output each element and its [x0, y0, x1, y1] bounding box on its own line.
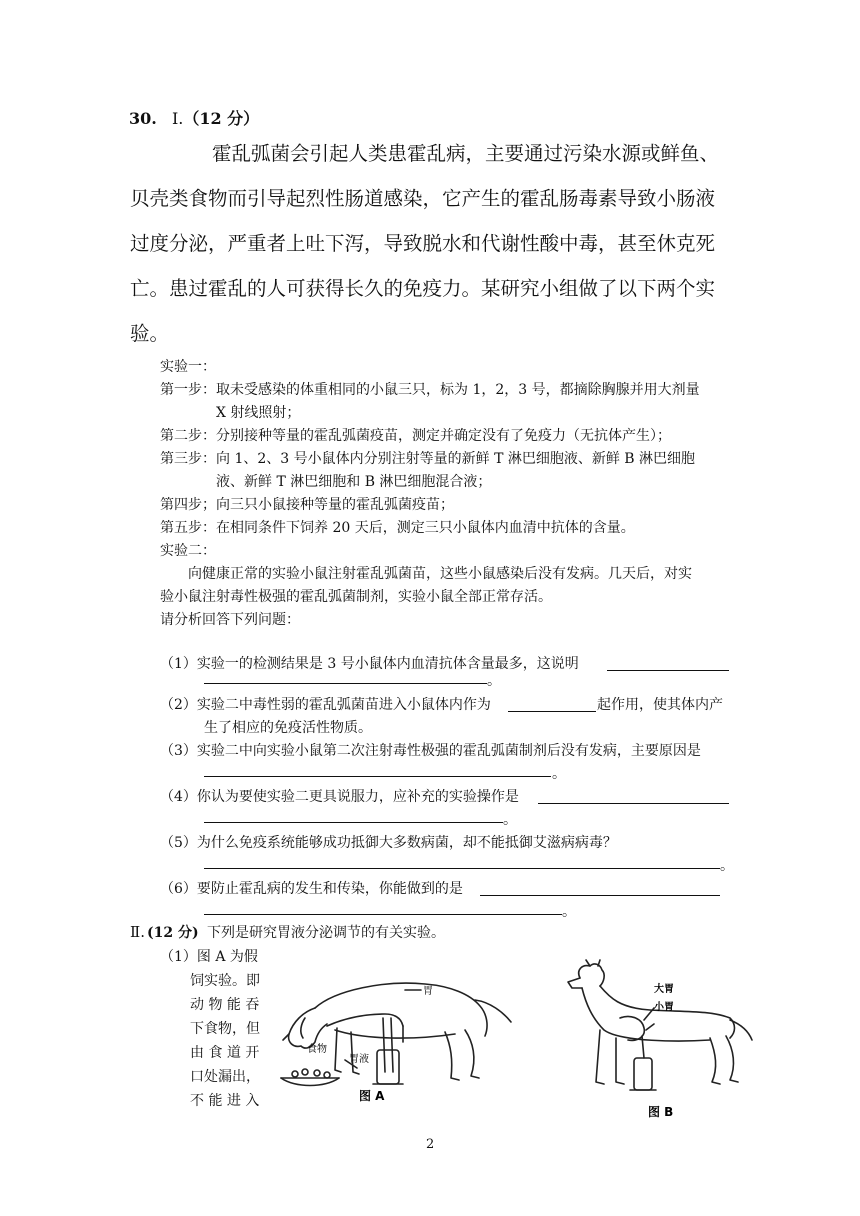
intro-line-2: 贝壳类食物而引导起烈性肠道感染，它产生的霍乱肠毒素导致小肠液 — [130, 187, 716, 210]
intro-line-3: 过度分泌，严重者上吐下泻，导致脱水和代谢性酸中毒，甚至休克死 — [130, 232, 716, 255]
experiment1-title: 实验一： — [160, 359, 216, 375]
question-header — [129, 106, 259, 129]
q2-text: （2）实验二中毒性弱的霍乱弧菌苗进入小鼠体内作为 — [160, 697, 491, 713]
figure-b-caption: 图 B — [648, 1105, 674, 1119]
q1-text: （1）实验一的检测结果是 3 号小鼠体内血清抗体含量最多，这说明 — [160, 656, 579, 672]
q6-answer-line-2[interactable] — [204, 914, 562, 915]
q4-answer-line-1[interactable] — [538, 803, 729, 804]
part2-sub1-line-3: 动 物 能 吞 — [190, 997, 260, 1013]
q5-text: （5）为什么免疫系统能够成功抵御大多数病菌，却不能抵御艾滋病病毒？ — [160, 835, 617, 851]
question-number: 30. — [129, 109, 157, 128]
experiment1-step2: 第二步：分别接种等量的霍乱弧菌疫苗，测定并确定没有了免疫力（无抗体产生）； — [160, 428, 671, 444]
q4-text: （4）你认为要使实验二更具说服力，应补充的实验操作是 — [160, 789, 519, 805]
q1-answer-line-1[interactable] — [607, 670, 729, 671]
q4-period: 。 — [503, 812, 517, 828]
q2-text-line2: 生了相应的免疫活性物质。 — [204, 720, 372, 736]
experiment1-step1: 第一步：取未受感染的体重相同的小鼠三只，标为 1，2，3 号，都摘除胸腺并用大剂量 — [160, 382, 700, 398]
q2-text-cont: 起作用，使其体内产 — [597, 697, 723, 713]
q1-period: 。 — [487, 673, 501, 689]
q6-answer-line-1[interactable] — [480, 895, 720, 896]
part2-sub1-line-7: 不 能 进 入 — [190, 1093, 260, 1109]
intro-line-5: 验。 — [130, 322, 170, 345]
experiment1-step4: 第四步；向三只小鼠接种等量的霍乱弧菌疫苗； — [160, 497, 454, 513]
label-stomach: 胃 — [423, 986, 433, 997]
prompt-text: 请分析回答下列问题： — [160, 612, 300, 628]
part1-score: （12 分） — [183, 109, 260, 128]
experiment2-text: 向健康正常的实验小鼠注射霍乱弧菌苗，这些小鼠感染后没有发病。几天后，对实 — [188, 566, 692, 582]
intro-line-1: 霍乱弧菌会引起人类患霍乱病，主要通过污染水源或鲜鱼、 — [212, 142, 720, 165]
q3-answer-line[interactable] — [204, 776, 551, 777]
q3-period: 。 — [552, 766, 566, 782]
experiment2-text-cont: 验小鼠注射毒性极强的霍乱弧菌制剂，实验小鼠全部正常存活。 — [160, 589, 552, 605]
figure-a-caption: 图 A — [359, 1089, 385, 1103]
part2-sub1-line-6: 口处漏出， — [190, 1069, 260, 1085]
figure-a — [275, 960, 515, 1108]
experiment1-step3: 第三步：向 1、2、3 号小鼠体内分别注射等量的新鲜 T 淋巴细胞液、新鲜 B 淋巴细胞 — [160, 451, 696, 467]
q1-answer-line-2[interactable] — [204, 683, 487, 684]
q3-text: （3）实验二中向实验小鼠第二次注射毒性极强的霍乱弧菌制剂后没有发病，主要原因是 — [160, 743, 701, 759]
part2-sub1-line-2: 饲实验。即 — [190, 973, 260, 989]
experiment1-step3-cont: 液、新鲜 T 淋巴细胞和 B 淋巴细胞混合液； — [216, 474, 492, 490]
figure-b — [560, 958, 755, 1122]
part2-sub1-line-5: 由 食 道 开 — [190, 1045, 260, 1061]
part2-label: Ⅱ. — [130, 923, 145, 941]
q2-answer-line[interactable] — [508, 711, 596, 712]
label-small-stomach: 小胃 — [654, 1002, 674, 1013]
dog-b-drawing — [568, 960, 752, 1090]
part2-sub1-line-1: （1）图 A 为假 — [160, 949, 258, 965]
label-food: 食物 — [307, 1044, 327, 1055]
label-gastric-juice: 胃液 — [349, 1054, 369, 1065]
q5-answer-line[interactable] — [204, 868, 720, 869]
dog-a-drawing — [281, 983, 511, 1085]
part2-text: 下列是研究胃液分泌调节的有关实验。 — [207, 925, 446, 941]
part2-sub1-line-4: 下食物，但 — [190, 1021, 260, 1037]
label-big-stomach: 大胃 — [654, 984, 674, 995]
intro-line-4: 亡。患过霍乱的人可获得长久的免疫力。某研究小组做了以下两个实 — [130, 277, 716, 300]
q4-answer-line-2[interactable] — [204, 822, 503, 823]
q5-period: 。 — [720, 858, 734, 874]
page-number: 2 — [426, 1137, 435, 1152]
q6-period: 。 — [562, 904, 576, 920]
experiment1-step1-cont: X 射线照射； — [216, 405, 301, 421]
experiment2-title: 实验二： — [160, 543, 216, 559]
part2-header — [130, 922, 445, 942]
part2-score: (12 分) — [146, 925, 199, 941]
part1-label: Ⅰ. — [171, 109, 184, 128]
q6-text: （6）要防止霍乱病的发生和传染，你能做到的是 — [160, 881, 463, 897]
experiment1-step5: 第五步：在相同条件下饲养 20 天后，测定三只小鼠体内血清中抗体的含量。 — [160, 520, 635, 536]
